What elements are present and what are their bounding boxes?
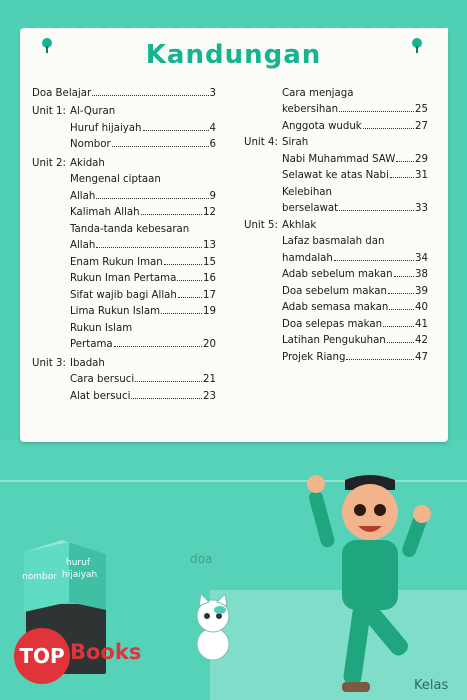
toc-entry-label: Sirah (282, 137, 309, 148)
toc-entry (244, 231, 428, 248)
toc-entry-label: Kalimah Allah (70, 207, 140, 218)
toc-unit-label: Unit 2: (32, 157, 66, 169)
toc-entry (32, 152, 216, 169)
toc-leader-dots (394, 276, 414, 277)
toc-entry-label: Alat bersuci (70, 390, 131, 402)
toc-entry-label: Cara bersuci (70, 374, 135, 385)
toc-entry (244, 280, 428, 297)
toc-entry (32, 218, 216, 235)
toc-entry (32, 185, 216, 202)
board-doa-text: doa (190, 552, 213, 566)
toc-entry-label: Nabi Muhammad SAW (282, 153, 396, 165)
toc-entry-label: hamdalah (282, 252, 333, 264)
toc-page-number: 27 (415, 120, 428, 132)
toc-entry-label: Doa Belajar (32, 87, 92, 99)
toc-page-number: 34 (415, 252, 428, 264)
toc-entry (244, 330, 428, 347)
toc-entry (32, 202, 216, 219)
toc-entry-label: Rukun Islam (70, 322, 133, 334)
toc-entry (244, 165, 428, 182)
toc-unit-label: Unit 1: (32, 106, 66, 117)
toc-entry (244, 148, 428, 165)
toc-unit-label: Unit 3: (32, 357, 66, 369)
toc-entry (32, 369, 216, 386)
toc-entry (32, 169, 216, 186)
toc-page-number: 20 (203, 339, 216, 350)
toc-entry (244, 297, 428, 314)
toc-entry-label: Doa selepas makan (282, 318, 383, 330)
toc-leader-dots (383, 326, 414, 327)
toc-entry (32, 268, 216, 285)
toc-entry-label: Al-Quran (70, 106, 116, 117)
toc-leader-dots (178, 297, 202, 298)
toc-page-number: 21 (203, 374, 216, 385)
toc-page-number: 13 (203, 240, 216, 251)
boy-illustration (300, 450, 440, 700)
cube-label-nombor: nombor (22, 572, 57, 582)
toc-entry-label: Huruf hijaiyah (70, 122, 142, 134)
toc-entry (244, 313, 428, 330)
toc-entry-label: Lima Rukun Islam (70, 306, 161, 317)
toc-entry (32, 251, 216, 268)
toc-leader-dots (339, 111, 414, 112)
toc-entry-label: Pertama (70, 339, 113, 350)
toc-entry-label: kebersihan (282, 104, 339, 115)
toc-entry-label: Ibadah (70, 357, 105, 369)
toc-leader-dots (114, 346, 202, 347)
toc-page-number: 17 (203, 289, 216, 301)
toc-page-number: 23 (203, 390, 216, 402)
toc-leader-dots (131, 398, 202, 399)
toc-entry-label: Rukun Iman Pertama (70, 273, 177, 284)
toc-entry (32, 317, 216, 334)
toc-leader-dots (143, 130, 209, 131)
toc-entry-label: Projek Riang (282, 351, 346, 363)
toc-leader-dots (135, 381, 202, 382)
toc-entry (32, 235, 216, 252)
toc-page-number: 42 (415, 335, 428, 346)
toc-leader-dots (112, 146, 209, 147)
toc-page-number: 40 (415, 302, 428, 313)
toc-entry-label: Doa sebelum makan (282, 285, 387, 297)
toc-entry (32, 117, 216, 134)
toc-leader-dots (390, 177, 414, 178)
toc-page-number: 6 (209, 139, 216, 150)
toc-entry-label: Cara menjaga (282, 87, 354, 99)
toc-leader-dots (389, 309, 414, 310)
toc-entry-label: Nombor (70, 139, 111, 150)
toc-page-number: 38 (415, 269, 428, 280)
page-title: Kandungan (145, 40, 322, 70)
toc-entry (32, 101, 216, 118)
toc-entry (32, 82, 216, 99)
toc-leader-dots (346, 359, 414, 360)
toc-leader-dots (161, 313, 202, 314)
toc-entry-label: Anggota wuduk (282, 120, 362, 132)
toc-leader-dots (363, 128, 414, 129)
toc-unit-label: Unit 4: (244, 137, 278, 148)
toc-leader-dots (388, 293, 414, 294)
toc-leader-dots (141, 214, 202, 215)
toc-entry-label: Akidah (70, 157, 105, 169)
cat-illustration (188, 592, 238, 664)
topbooks-logo-top: TOP (14, 628, 70, 684)
toc-page-number: 12 (203, 207, 216, 218)
paper-scallop-edge (20, 22, 448, 34)
toc-entry (32, 385, 216, 402)
toc-page-number: 47 (415, 351, 428, 363)
toc-entry-label: Sifat wajib bagi Allah (70, 289, 177, 301)
toc-leader-dots (92, 95, 208, 96)
topbooks-logo-books: Books (70, 640, 142, 664)
toc-entry (32, 134, 216, 151)
cube-label-hijaiyah: hijaiyah (62, 570, 98, 580)
toc-entry-label: Selawat ke atas Nabi (282, 170, 389, 181)
toc-entry (244, 115, 428, 132)
toc-entry-label: Allah (70, 240, 96, 251)
toc-entry (244, 214, 428, 231)
toc-entry (32, 284, 216, 301)
toc-leader-dots (387, 342, 414, 343)
toc-entry (32, 352, 216, 369)
toc-entry (244, 181, 428, 198)
toc-page-number: 33 (415, 203, 428, 214)
toc-leader-dots (334, 260, 414, 261)
toc-page-number: 39 (415, 285, 428, 297)
toc-entry-label: Akhlak (282, 219, 317, 231)
cube-label-huruf: huruf (66, 558, 90, 568)
toc-entry-label: berselawat (282, 203, 339, 214)
toc-entry (244, 264, 428, 281)
toc-page-number: 31 (415, 170, 428, 181)
toc-entry-label: Tanda-tanda kebesaran (70, 223, 190, 235)
toc-right-column (244, 82, 428, 363)
toc-entry (244, 99, 428, 116)
toc-entry-label: Kelebihan (282, 186, 332, 198)
toc-entry-label: Allah (70, 190, 96, 202)
toc-entry-label: Adab semasa makan (282, 302, 389, 313)
toc-entry (244, 132, 428, 149)
toc-page-number: 9 (209, 190, 216, 202)
toc-left-column (32, 82, 216, 402)
toc-entry (244, 198, 428, 215)
toc-page-number: 3 (209, 87, 216, 99)
toc-page-number: 4 (209, 122, 216, 134)
toc-entry-label: Lafaz basmalah dan (282, 236, 385, 247)
toc-entry (32, 301, 216, 318)
toc-entry (244, 346, 428, 363)
toc-leader-dots (396, 161, 414, 162)
toc-leader-dots (164, 264, 202, 265)
toc-entry (244, 82, 428, 99)
toc-entry (244, 247, 428, 264)
toc-entry-label: Latihan Pengukuhan (282, 335, 386, 346)
toc-entry-label: Adab sebelum makan (282, 269, 393, 280)
toc-leader-dots (96, 198, 208, 199)
letter-cube-illustration (14, 532, 114, 632)
toc-page-number: 25 (415, 104, 428, 115)
toc-entry (32, 334, 216, 351)
toc-leader-dots (96, 247, 202, 248)
toc-page-number: 15 (203, 256, 216, 268)
board-kelas-text: Kelas (414, 678, 449, 693)
toc-entry-label: Enam Rukun Iman (70, 256, 163, 268)
toc-leader-dots (339, 210, 414, 211)
toc-page-number: 41 (415, 318, 428, 330)
toc-unit-label: Unit 5: (244, 219, 278, 231)
toc-page-number: 16 (203, 273, 216, 284)
toc-leader-dots (177, 280, 202, 281)
toc-page-number: 19 (203, 306, 216, 317)
toc-entry-label: Mengenal ciptaan (70, 174, 161, 185)
toc-page-number: 29 (415, 153, 428, 165)
